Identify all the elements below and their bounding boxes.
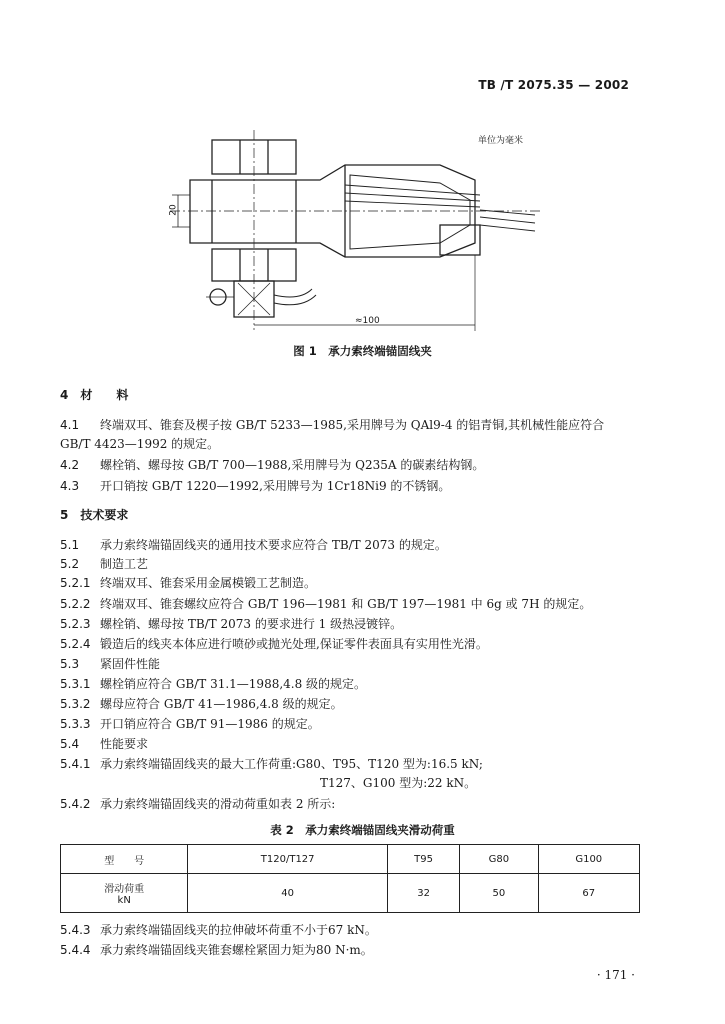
column-header: T95 <box>387 845 459 874</box>
clause-5-4-4: 5.4.4 承力索终端锚固线夹锥套螺栓紧固力矩为80 N·m。 <box>60 943 373 957</box>
clause-5-4-1: 5.4.1 承力索终端锚固线夹的最大工作荷重:G80、T95、T120 型为:16.5 kN; <box>60 757 483 771</box>
clause-4-1-cont: GB/T 4423—1992 的规定。 <box>60 437 220 451</box>
value-cell: 40 <box>188 874 388 913</box>
clause-5-4-2: 5.4.2 承力索终端锚固线夹的滑动荷重如表 2 所示: <box>60 797 336 811</box>
clause-4-2: 4.2 螺栓销、螺母按 GB/T 700—1988,采用牌号为 Q235A 的碳素结构钢。 <box>60 458 485 472</box>
clause-5-1: 5.1 承力索终端锚固线夹的通用技术要求应符合 TB/T 2073 的规定。 <box>60 538 447 552</box>
row-label-line-1: 滑动荷重 <box>104 884 145 895</box>
clause-5-2-4: 5.2.4 锻造后的线夹本体应进行喷砂或抛光处理,保证零件表面具有实用性光滑。 <box>60 637 488 651</box>
value-cell: 32 <box>387 874 459 913</box>
column-header: G100 <box>538 845 639 874</box>
clause-5-2-3: 5.2.3 螺栓销、螺母按 TB/T 2073 的要求进行 1 级热浸镀锌。 <box>60 617 403 631</box>
table-header-row <box>61 845 640 874</box>
clause-5-2-1: 5.2.1 终端双耳、锥套采用金属模锻工艺制造。 <box>60 576 317 590</box>
sliding-load-table <box>60 844 640 913</box>
dimension-100-label: ≈100 <box>355 316 380 326</box>
value-cell: 67 <box>538 874 639 913</box>
document-code-header: TB /T 2075.35 — 2002 <box>478 78 629 92</box>
clamp-drawing <box>150 125 550 340</box>
clause-4-1: 4.1 终端双耳、锥套及楔子按 GB/T 5233—1985,采用牌号为 QAl9-4 的铝青铜,其机械性能应符合 <box>60 418 605 432</box>
clause-5-3-1: 5.3.1 螺栓销应符合 GB/T 31.1—1988,4.8 级的规定。 <box>60 677 367 691</box>
clause-5-2: 5.2 制造工艺 <box>60 557 149 571</box>
clause-5-3-3: 5.3.3 开口销应符合 GB/T 91—1986 的规定。 <box>60 717 320 731</box>
column-header: G80 <box>460 845 538 874</box>
unit-note: 单位为毫米 <box>478 136 524 146</box>
figure-caption: 图 1 承力索终端锚固线夹 <box>293 344 432 358</box>
value-cell: 50 <box>460 874 538 913</box>
header-label-cell: 型 号 <box>61 845 188 874</box>
clause-5-4-1-cont: T127、G100 型为:22 kN。 <box>320 776 477 790</box>
table-2-caption: 表 2 承力索终端锚固线夹滑动荷重 <box>270 823 455 837</box>
column-header: T120/T127 <box>188 845 388 874</box>
row-label-cell <box>61 874 188 913</box>
page-number: · 171 · <box>596 968 635 982</box>
section-4-title: 4 材 料 <box>60 388 129 402</box>
clause-5-3: 5.3 紧固件性能 <box>60 657 161 671</box>
dimension-20-label: 20 <box>168 204 179 216</box>
clause-5-2-2: 5.2.2 终端双耳、锥套螺纹应符合 GB/T 196—1981 和 GB/T 197—1981 中 6g 或 7H 的规定。 <box>60 597 592 611</box>
clause-5-4: 5.4 性能要求 <box>60 737 149 751</box>
table-value-row <box>61 874 640 913</box>
bottom-nut <box>440 225 480 255</box>
clause-5-4-3: 5.4.3 承力索终端锚固线夹的拉伸破坏荷重不小于67 kN。 <box>60 923 377 937</box>
section-5-title: 5 技术要求 <box>60 508 129 522</box>
row-label-line-2: kN <box>117 895 131 906</box>
clause-4-3: 4.3 开口销按 GB/T 1220—1992,采用牌号为 1Cr18Ni9 的不锈钢。 <box>60 479 451 493</box>
clause-5-3-2: 5.3.2 螺母应符合 GB/T 41—1986,4.8 级的规定。 <box>60 697 343 711</box>
